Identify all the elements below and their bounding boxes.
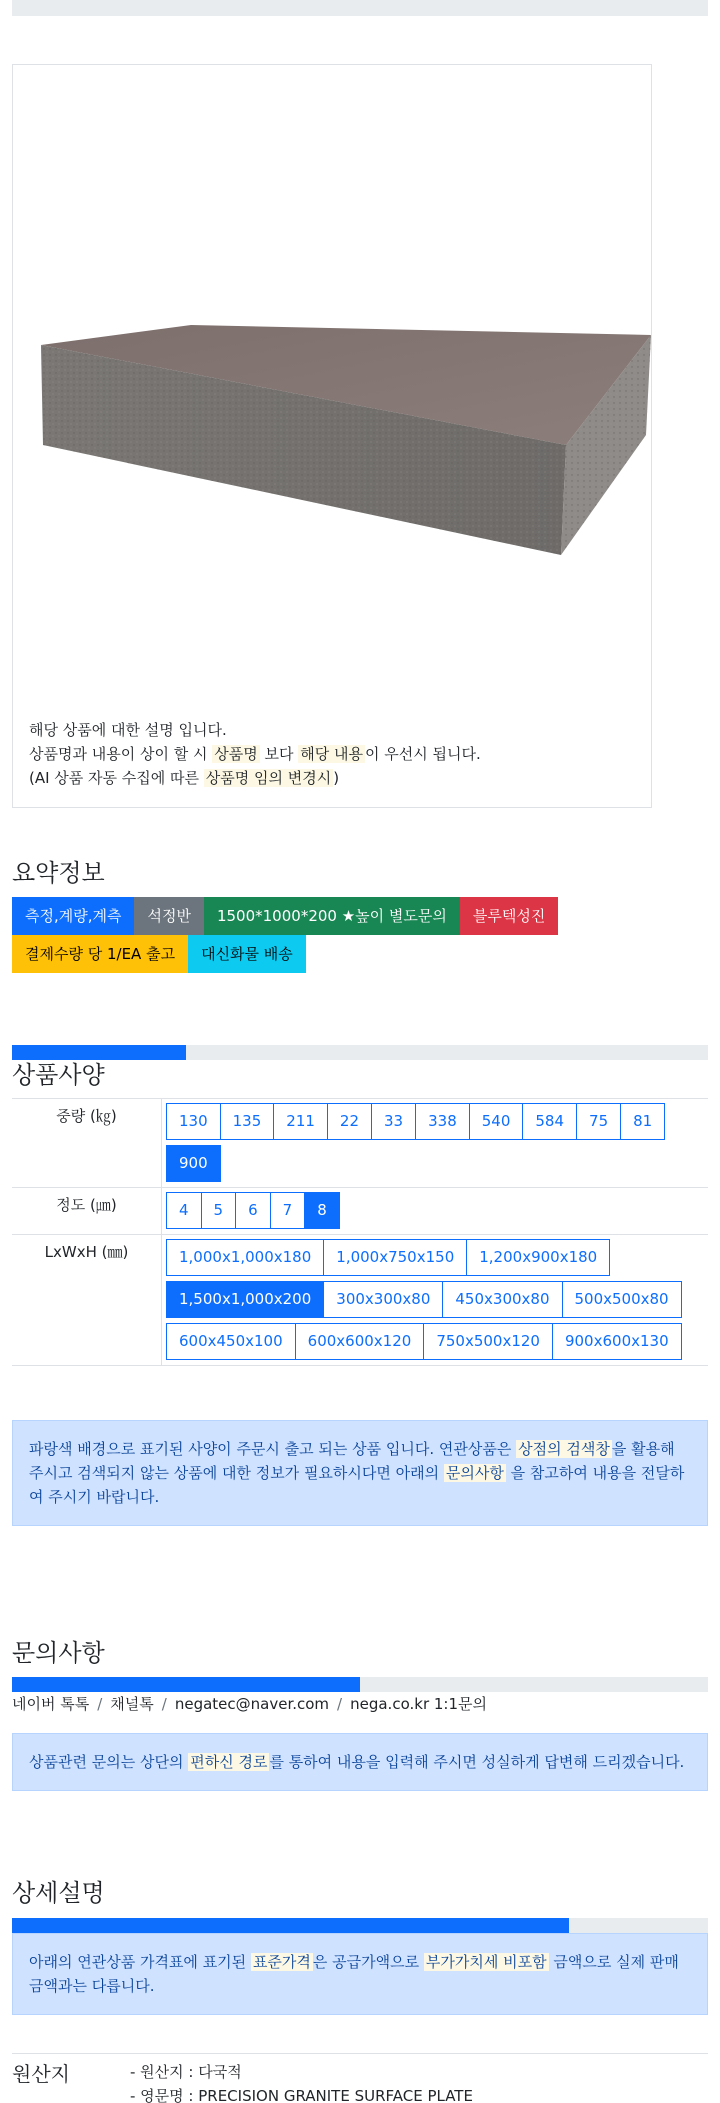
spec-option[interactable]: 135 (220, 1103, 275, 1140)
summary-badges-row-1 (12, 897, 558, 935)
spec-title: 상품사양 (12, 1061, 105, 1089)
spec-option[interactable]: 338 (415, 1103, 470, 1140)
highlight: 해당 내용 (300, 745, 363, 763)
inquiry-notice: 상품관련 문의는 상단의 편하신 경로 를 통하여 내용을 입력해 주시면 성실하게 답변해 드리겠습니다. (12, 1733, 708, 1791)
badge-type: 석정반 (134, 897, 203, 935)
badge-category: 측정,계량,계측 (12, 897, 134, 935)
product-image (31, 245, 651, 565)
spec-option[interactable]: 75 (576, 1103, 621, 1140)
spec-option[interactable]: 900 (166, 1145, 221, 1182)
inquiry-progress-fill (12, 1677, 360, 1692)
desc-line-3: (AI 상품 자동 수집에 따른 상품명 임의 변경시 ) (29, 769, 340, 787)
spec-option[interactable]: 540 (469, 1103, 524, 1140)
spec-option[interactable]: 4 (166, 1192, 202, 1229)
desc-line-1: 해당 상품에 대한 설명 입니다. (29, 721, 227, 739)
spec-option[interactable]: 1,000x750x150 (323, 1239, 467, 1276)
highlight: 표준가격 (252, 1953, 311, 1971)
product-description (29, 718, 481, 790)
spec-row-precision (12, 1188, 708, 1235)
detail-progress-fill (12, 1918, 569, 1933)
spec-row-dimensions (12, 1235, 708, 1366)
spec-table (12, 1098, 708, 1366)
summary-title: 요약정보 (12, 859, 105, 887)
channel-site-inquiry[interactable]: nega.co.kr 1:1문의 (350, 1695, 487, 1713)
desc-line-2: 상품명과 내용이 상이 할 시 상품명 보다 해당 내용 이 우선시 됩니다. (29, 745, 481, 763)
spec-label: 중량 (㎏) (12, 1099, 162, 1187)
highlight: 문의사항 (445, 1464, 504, 1482)
spec-option[interactable]: 300x300x80 (323, 1281, 443, 1318)
spec-option[interactable]: 130 (166, 1103, 221, 1140)
spec-options (162, 1099, 708, 1187)
badge-quantity: 결제수량 당 1/EA 출고 (12, 935, 188, 973)
spec-progress (12, 1045, 708, 1060)
highlight: 상품명 임의 변경시 (205, 769, 332, 787)
spec-label: 정도 (㎛) (12, 1188, 162, 1234)
spec-option[interactable]: 33 (371, 1103, 416, 1140)
spec-progress-fill (12, 1045, 186, 1060)
spec-notice: 파랑색 배경으로 표기된 사양이 주문시 출고 되는 상품 입니다. 연관상품은 상점의 검색창 을 활용해 주시고 검색되지 않는 상품에 대한 정보가 필요하시다면 아래의 문의사항 을 참고하여 내용을 전달하여 주시기 바랍니다. (12, 1420, 708, 1526)
origin-country: - 원산지 : 다국적 (130, 2063, 242, 2081)
channel-email[interactable]: negatec@naver.com (174, 1695, 330, 1713)
origin-english-name: - 영문명 : PRECISION GRANITE SURFACE PLATE (130, 2087, 473, 2103)
spec-option[interactable]: 8 (304, 1192, 340, 1229)
origin-label: 원산지 (12, 2062, 70, 2086)
detail-title: 상세설명 (12, 1879, 105, 1907)
spec-options (162, 1188, 708, 1234)
spec-option[interactable]: 584 (522, 1103, 577, 1140)
spec-option[interactable]: 5 (201, 1192, 237, 1229)
spec-option[interactable]: 211 (273, 1103, 328, 1140)
spec-row-weight (12, 1099, 708, 1188)
channel-channeltalk[interactable]: 채널톡 (110, 1695, 154, 1713)
spec-option[interactable]: 1,000x1,000x180 (166, 1239, 324, 1276)
spec-option[interactable]: 6 (235, 1192, 271, 1229)
inquiry-title: 문의사항 (12, 1639, 105, 1667)
channel-naver-talk[interactable]: 네이버 톡톡 (12, 1695, 90, 1713)
spec-option[interactable]: 900x600x130 (552, 1323, 682, 1360)
origin-section (12, 2053, 708, 2103)
spec-option[interactable]: 1,500x1,000x200 (166, 1281, 324, 1318)
badge-size: 1500*1000*200 ★높이 별도문의 (204, 897, 460, 935)
spec-option[interactable]: 600x600x120 (295, 1323, 425, 1360)
spec-option[interactable]: 1,200x900x180 (466, 1239, 610, 1276)
highlight: 편하신 경로 (190, 1753, 268, 1771)
spec-option[interactable]: 600x450x100 (166, 1323, 296, 1360)
inquiry-progress (12, 1677, 708, 1692)
highlight: 상점의 검색창 (518, 1440, 610, 1458)
spec-option[interactable]: 750x500x120 (423, 1323, 553, 1360)
origin-details (130, 2060, 473, 2103)
detail-progress (12, 1918, 708, 1933)
spec-option[interactable]: 7 (270, 1192, 306, 1229)
highlight: 부가가치세 비포함 (425, 1953, 547, 1971)
spec-option[interactable]: 81 (620, 1103, 665, 1140)
spec-option[interactable]: 500x500x80 (562, 1281, 682, 1318)
badge-brand: 블루텍성진 (460, 897, 558, 935)
spec-options (162, 1235, 708, 1365)
product-card (12, 64, 652, 808)
summary-badges-row-2 (12, 935, 306, 973)
spec-label: LxWxH (㎜) (12, 1235, 162, 1365)
highlight: 상품명 (214, 745, 258, 763)
spec-option[interactable]: 450x300x80 (442, 1281, 562, 1318)
badge-shipping: 대신화물 배송 (188, 935, 306, 973)
top-progress-bar (12, 0, 708, 16)
contact-channels: 네이버 톡톡 / 채널톡 / negatec@naver.com / nega.co.kr 1:1문의 (12, 1695, 487, 1713)
spec-option[interactable]: 22 (327, 1103, 372, 1140)
detail-notice: 아래의 연관상품 가격표에 표기된 표준가격 은 공급가액으로 부가가치세 비포함 금액으로 실제 판매금액과는 다릅니다. (12, 1933, 708, 2015)
